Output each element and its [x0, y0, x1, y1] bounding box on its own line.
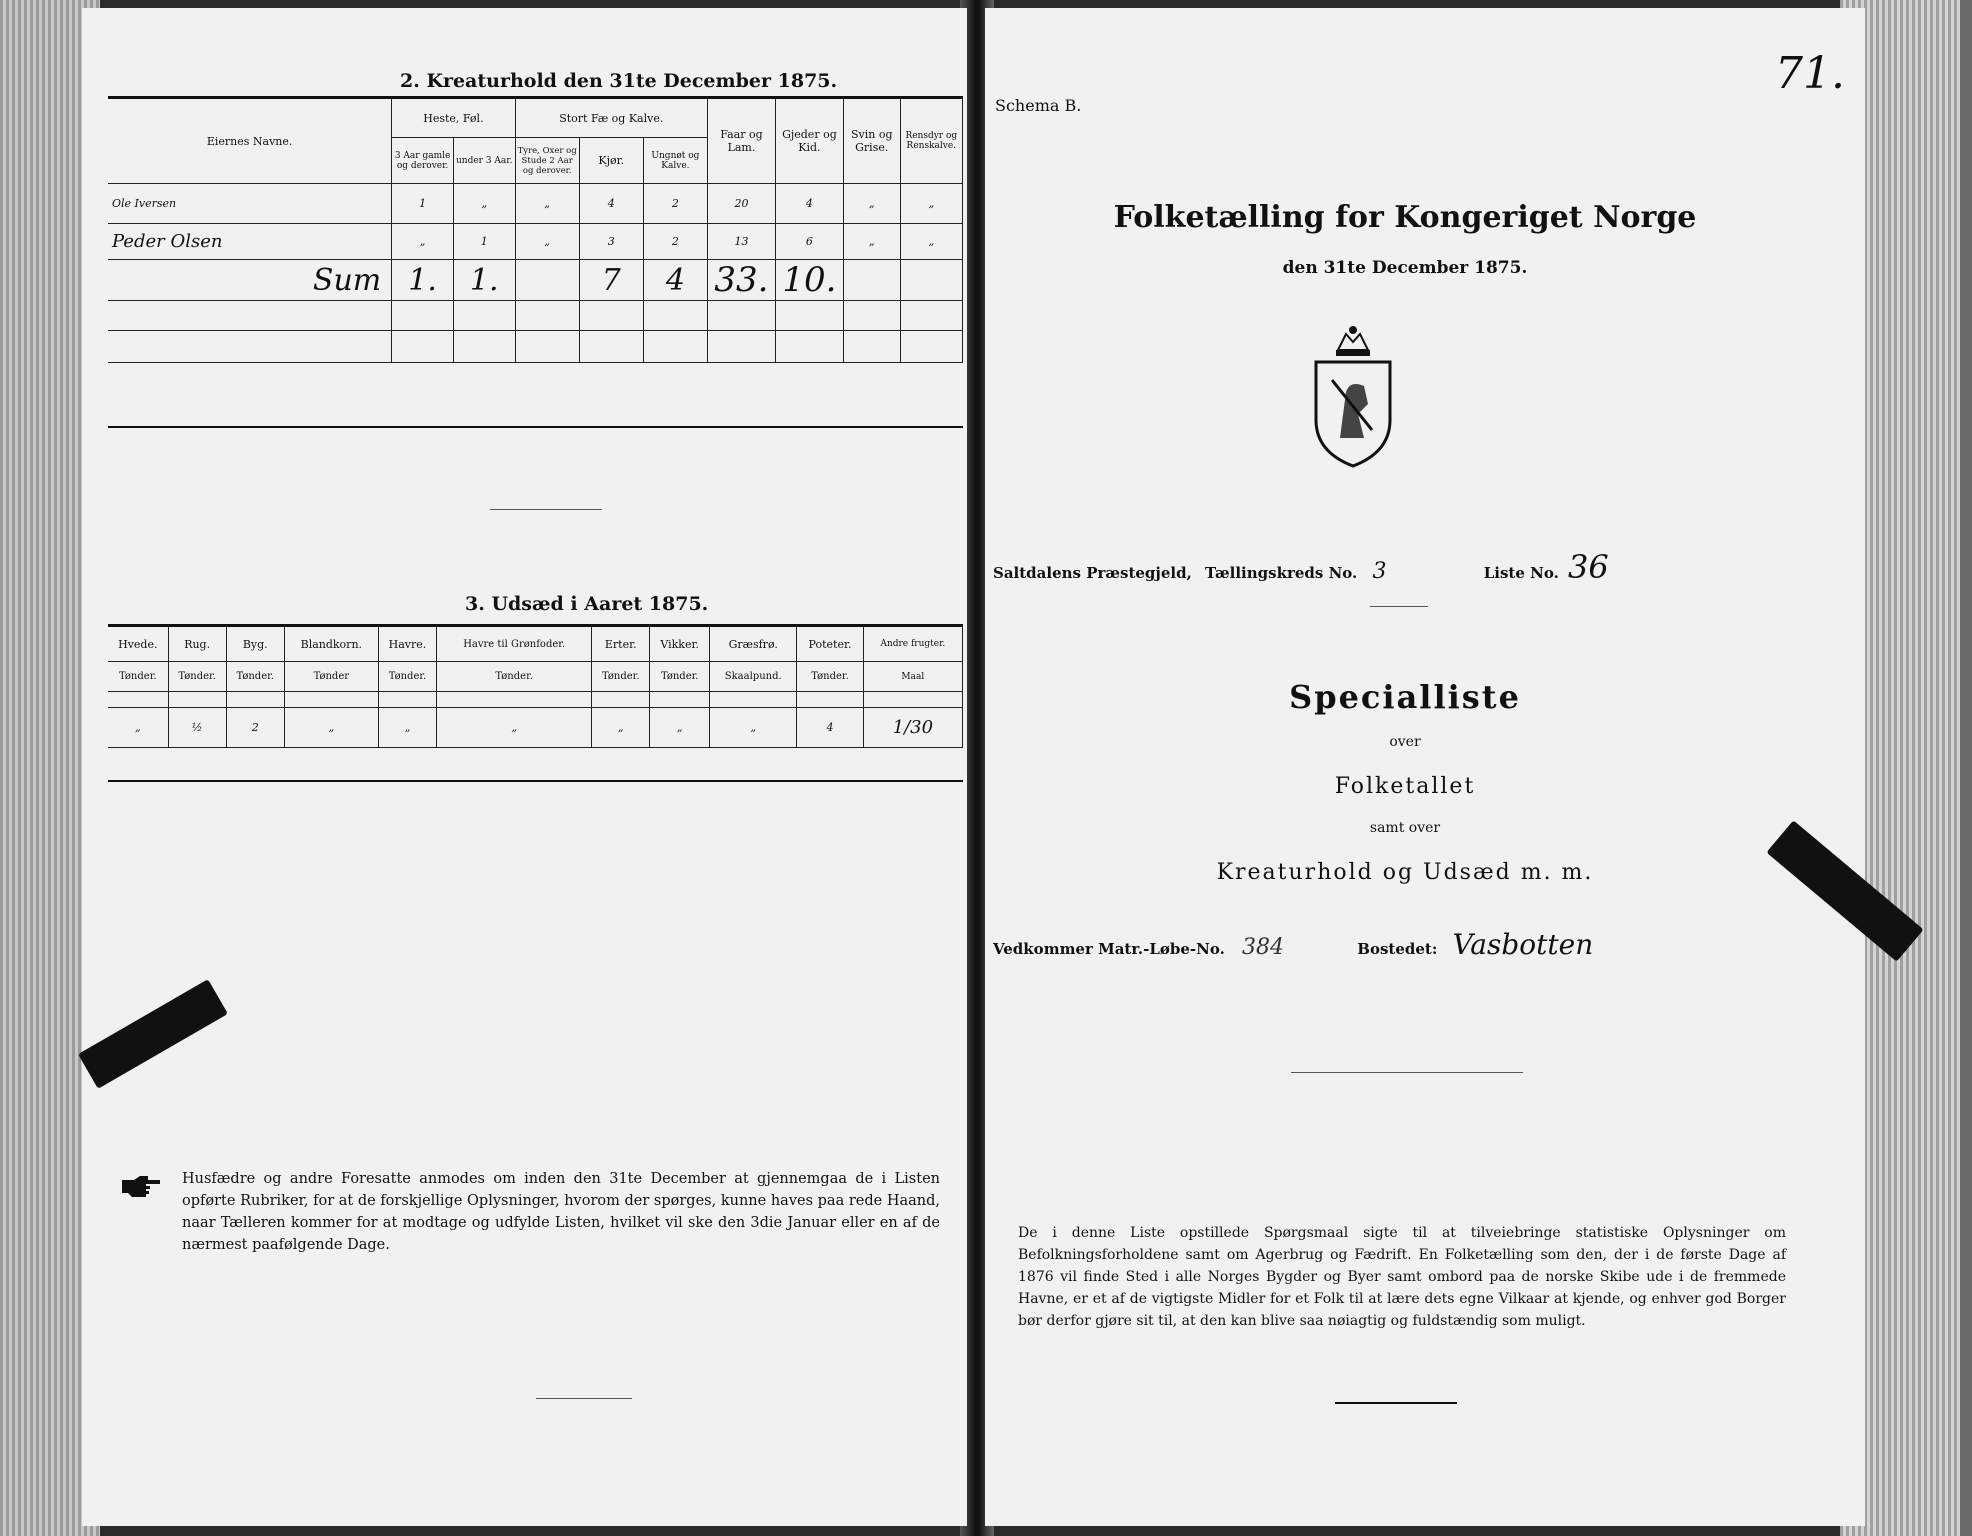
separator-rule	[1370, 606, 1428, 607]
bosted-value: Vasbotten	[1452, 928, 1594, 961]
header-heste-old: 3 Aar gamle og derover.	[392, 138, 454, 184]
seed-unit: Tønder.	[592, 662, 650, 692]
liste-number: 36	[1568, 548, 1609, 586]
census-date: den 31te December 1875.	[1282, 258, 1528, 278]
cell: 4	[643, 260, 707, 301]
over-text: over	[1389, 734, 1421, 750]
bottom-ornament-rule	[536, 1398, 632, 1399]
seed-unit: Tønder.	[650, 662, 710, 692]
cell: 10.	[775, 260, 843, 301]
seed-unit: Tønder.	[108, 662, 168, 692]
specialliste-heading: Specialliste	[1289, 678, 1521, 716]
seed-value: 1/30	[863, 708, 962, 748]
prestegjeld-line	[993, 548, 1609, 586]
bosted-label: Bostedet:	[1357, 940, 1438, 958]
table-row	[108, 331, 963, 363]
seed-header: Andre frugter.	[863, 626, 962, 662]
table-row	[108, 184, 963, 224]
header-ungnot: Ungnøt og Kalve.	[643, 138, 707, 184]
cell	[843, 260, 900, 301]
seed-value: „	[710, 708, 797, 748]
seed-table	[108, 624, 963, 748]
kreds-label: Tællingskreds No.	[1205, 564, 1358, 582]
owner-name: Ole Iversen	[108, 184, 392, 224]
cell: 1	[453, 224, 515, 260]
seed-unit: Tønder	[284, 662, 378, 692]
seed-value: „	[592, 708, 650, 748]
seed-value: 4	[797, 708, 863, 748]
cell: „	[392, 224, 454, 260]
seed-unit: Tønder.	[226, 662, 284, 692]
header-gjeder: Gjeder og Kid.	[775, 98, 843, 184]
seed-unit: Tønder.	[437, 662, 592, 692]
cell: 1.	[453, 260, 515, 301]
cell: 1.	[392, 260, 454, 301]
livestock-table	[108, 96, 963, 363]
table-row	[108, 224, 963, 260]
cell: 7	[579, 260, 643, 301]
folketallet-heading: Folketallet	[1334, 774, 1476, 799]
seed-header: Vikker.	[650, 626, 710, 662]
header-tyre: Tyre, Oxer og Stude 2 Aar og derover.	[515, 138, 579, 184]
section3-title: 3. Udsæd i Aaret 1875.	[465, 593, 709, 615]
separator-rule	[490, 509, 602, 510]
samt-over-text: samt over	[1369, 820, 1441, 836]
cell: „	[515, 224, 579, 260]
matrikkel-line	[993, 928, 1593, 961]
pointing-hand-icon	[120, 1174, 162, 1198]
seed-value: „	[284, 708, 378, 748]
seed-header: Erter.	[592, 626, 650, 662]
cell: „	[515, 184, 579, 224]
liste-label: Liste No.	[1483, 564, 1559, 582]
header-heste-young: under 3 Aar.	[453, 138, 515, 184]
cell: 2	[643, 224, 707, 260]
seed-header: Byg.	[226, 626, 284, 662]
table-row	[108, 708, 963, 748]
seed-header: Rug.	[168, 626, 226, 662]
coat-of-arms-icon	[1308, 320, 1398, 470]
section2-title: 2. Kreaturhold den 31te December 1875.	[400, 70, 838, 92]
left-page	[82, 8, 967, 1526]
matr-number: 384	[1242, 935, 1285, 960]
header-owner: Eiernes Navne.	[108, 98, 392, 184]
seed-header: Hvede.	[108, 626, 168, 662]
cell: 6	[775, 224, 843, 260]
owner-name: Peder Olsen	[108, 224, 392, 260]
seed-header: Poteter.	[797, 626, 863, 662]
table-bottom-rule	[108, 426, 963, 428]
cell: 33.	[708, 260, 776, 301]
cell: „	[843, 184, 900, 224]
cell: „	[453, 184, 515, 224]
seed-value: „	[108, 708, 168, 748]
seed-header: Havre til Grønfoder.	[437, 626, 592, 662]
seed-unit: Tønder.	[797, 662, 863, 692]
header-kjor: Kjør.	[579, 138, 643, 184]
seed-header: Blandkorn.	[284, 626, 378, 662]
seed-value: 2	[226, 708, 284, 748]
notice-text: Husfædre og andre Foresatte anmodes om inden den 31te December at gjennemgaa de i Listen opførte Rubriker, for at de forskjellige Oplysninger, hvorom der spørges, kunne haves paa rede Haand, naar Tælleren kommer for at modtage og udfylde Listen, hvilket vil ske den 3die Januar eller en af de nærmest paafølgende Dage.	[182, 1171, 940, 1253]
seed-unit: Tønder.	[168, 662, 226, 692]
matr-label: Vedkommer Matr.-Løbe-No.	[993, 940, 1225, 958]
bottom-ornament-rule	[1335, 1402, 1457, 1404]
seed-value: „	[650, 708, 710, 748]
seed-header: Havre.	[378, 626, 436, 662]
seed-unit: Skaalpund.	[710, 662, 797, 692]
seed-table-bottom-rule	[108, 780, 963, 782]
cell: „	[843, 224, 900, 260]
seed-header: Græsfrø.	[710, 626, 797, 662]
page-number: 71.	[1775, 48, 1845, 99]
cell: „	[900, 184, 962, 224]
sum-label: Sum	[108, 260, 392, 301]
cell: 3	[579, 224, 643, 260]
cell: 4	[775, 184, 843, 224]
table-row-sum	[108, 260, 963, 301]
seed-unit: Tønder.	[378, 662, 436, 692]
cell: 20	[708, 184, 776, 224]
seed-value: „	[378, 708, 436, 748]
header-svin: Svin og Grise.	[843, 98, 900, 184]
seed-unit: Maal	[863, 662, 962, 692]
seed-value: ½	[168, 708, 226, 748]
cell: „	[900, 224, 962, 260]
seed-value: „	[437, 708, 592, 748]
cell: 1	[392, 184, 454, 224]
header-heste: Heste, Føl.	[392, 98, 515, 138]
schema-label: Schema B.	[995, 96, 1082, 115]
separator-rule	[1291, 1072, 1523, 1073]
header-faar: Faar og Lam.	[708, 98, 776, 184]
cell: 2	[643, 184, 707, 224]
kreaturhold-heading: Kreaturhold og Udsæd m. m.	[1216, 860, 1594, 885]
header-rensdyr: Rensdyr og Renskalve.	[900, 98, 962, 184]
prestegjeld: Saltdalens Præstegjeld,	[993, 564, 1192, 582]
cell	[515, 260, 579, 301]
kreds-number: 3	[1372, 559, 1387, 584]
main-title: Folketælling for Kongeriget Norge	[1113, 200, 1697, 235]
cell: 13	[708, 224, 776, 260]
cell: 4	[579, 184, 643, 224]
table-row	[108, 301, 963, 331]
header-stort-fae: Stort Fæ og Kalve.	[515, 98, 707, 138]
cell	[900, 260, 962, 301]
footer-text: De i denne Liste opstillede Spørgsmaal sigte til at tilveiebringe statistiske Oplysninger om Befolkningsforholdene samt om Agerbrug og Fædrift. En Folketælling som den, der i de første Dage af 1876 vil finde Sted i alle Norges Bygder og Byer samt ombord paa de norske Skibe ude i de fremmede Havne, er et af de vigtigste Midler for et Folk til at lære dets egne Vilkaar at kjende, og enhver god Borger bør derfor gjøre sit til, at den kan blive saa nøiagtig og fuldstændig som muligt.	[1018, 1225, 1786, 1329]
right-page	[985, 8, 1865, 1526]
